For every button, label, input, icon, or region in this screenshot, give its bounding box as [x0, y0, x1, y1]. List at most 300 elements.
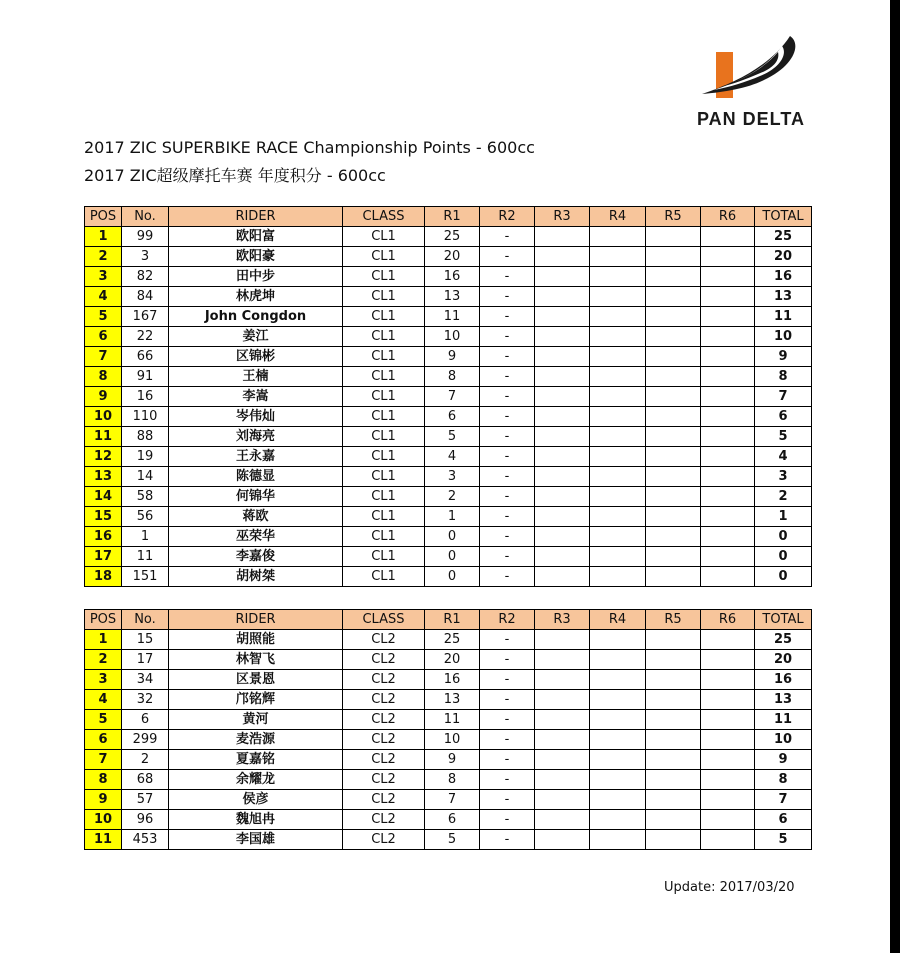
cell-total: 0: [755, 527, 812, 547]
cell-r4: [590, 770, 646, 790]
cell-r4: [590, 710, 646, 730]
cell-r1: 25: [425, 227, 480, 247]
column-header-pos: POS: [85, 610, 122, 630]
cell-pos: 5: [85, 710, 122, 730]
cell-rider: 陈德显: [169, 467, 343, 487]
cell-class: CL2: [343, 710, 425, 730]
page-subtitle: 2017 ZIC超级摩托车赛 年度积分 - 600cc: [84, 166, 386, 185]
cell-r3: [535, 347, 590, 367]
cell-r3: [535, 630, 590, 650]
cell-total: 0: [755, 547, 812, 567]
cell-pos: 4: [85, 287, 122, 307]
cell-class: CL1: [343, 427, 425, 447]
cell-number: 2: [122, 750, 169, 770]
column-header-total: TOTAL: [755, 207, 812, 227]
cell-r4: [590, 287, 646, 307]
cell-pos: 4: [85, 690, 122, 710]
cell-r6: [701, 227, 755, 247]
cell-pos: 3: [85, 670, 122, 690]
cell-r1: 16: [425, 670, 480, 690]
cell-total: 13: [755, 287, 812, 307]
cell-r5: [646, 790, 701, 810]
table-row: [85, 770, 812, 790]
cell-class: CL1: [343, 447, 425, 467]
cell-total: 1: [755, 507, 812, 527]
cell-r6: [701, 547, 755, 567]
table-row: [85, 227, 812, 247]
table-row: [85, 630, 812, 650]
cell-r5: [646, 267, 701, 287]
cell-r5: [646, 247, 701, 267]
cell-r6: [701, 287, 755, 307]
cell-number: 91: [122, 367, 169, 387]
cell-r5: [646, 407, 701, 427]
cell-r2: -: [480, 547, 535, 567]
column-header-number: No.: [122, 207, 169, 227]
cell-r6: [701, 487, 755, 507]
cell-rider: 侯彦: [169, 790, 343, 810]
cell-r3: [535, 327, 590, 347]
cell-class: CL1: [343, 527, 425, 547]
column-header-r4: R4: [590, 207, 646, 227]
cell-number: 1: [122, 527, 169, 547]
cell-r4: [590, 247, 646, 267]
cell-r5: [646, 650, 701, 670]
cell-r6: [701, 247, 755, 267]
cell-r4: [590, 630, 646, 650]
table-row: [85, 267, 812, 287]
cell-r5: [646, 327, 701, 347]
table-row: [85, 467, 812, 487]
cell-r2: -: [480, 810, 535, 830]
column-header-r5: R5: [646, 207, 701, 227]
cell-class: CL2: [343, 770, 425, 790]
cell-rider: 李嘉俊: [169, 547, 343, 567]
cell-r4: [590, 487, 646, 507]
cell-rider: 余耀龙: [169, 770, 343, 790]
cell-r2: -: [480, 267, 535, 287]
cell-r1: 10: [425, 730, 480, 750]
table-row: [85, 527, 812, 547]
cell-r2: -: [480, 307, 535, 327]
cell-r4: [590, 447, 646, 467]
cell-r2: -: [480, 567, 535, 587]
cell-total: 5: [755, 427, 812, 447]
column-header-pos: POS: [85, 207, 122, 227]
cell-r4: [590, 367, 646, 387]
page-title: 2017 ZIC SUPERBIKE RACE Championship Points - 600cc: [84, 138, 535, 157]
cell-pos: 12: [85, 447, 122, 467]
cell-rider: 蒋欧: [169, 507, 343, 527]
cell-pos: 10: [85, 407, 122, 427]
cell-r3: [535, 307, 590, 327]
cell-number: 96: [122, 810, 169, 830]
cell-r2: -: [480, 650, 535, 670]
cell-r3: [535, 790, 590, 810]
cell-r6: [701, 387, 755, 407]
cell-class: CL2: [343, 670, 425, 690]
cell-r4: [590, 567, 646, 587]
cell-r4: [590, 790, 646, 810]
cell-r6: [701, 750, 755, 770]
update-date: Update: 2017/03/20: [664, 880, 795, 895]
cell-number: 167: [122, 307, 169, 327]
cell-pos: 18: [85, 567, 122, 587]
table-row: [85, 710, 812, 730]
standings-table-cl1: [84, 206, 812, 587]
cell-class: CL1: [343, 467, 425, 487]
cell-r1: 7: [425, 387, 480, 407]
cell-total: 16: [755, 670, 812, 690]
table-row: [85, 447, 812, 467]
cell-total: 20: [755, 650, 812, 670]
cell-r1: 11: [425, 307, 480, 327]
cell-r6: [701, 307, 755, 327]
table-row: [85, 327, 812, 347]
cell-r1: 3: [425, 467, 480, 487]
cell-rider: 岑伟灿: [169, 407, 343, 427]
cell-r6: [701, 467, 755, 487]
cell-total: 8: [755, 770, 812, 790]
cell-r3: [535, 287, 590, 307]
cell-rider: 夏嘉铭: [169, 750, 343, 770]
cell-r4: [590, 750, 646, 770]
cell-r4: [590, 650, 646, 670]
logo-text: PAN DELTA: [697, 109, 805, 129]
table-row: [85, 790, 812, 810]
cell-r1: 5: [425, 830, 480, 850]
cell-r5: [646, 527, 701, 547]
cell-r3: [535, 467, 590, 487]
cell-total: 25: [755, 227, 812, 247]
cell-pos: 2: [85, 650, 122, 670]
cell-r6: [701, 730, 755, 750]
cell-pos: 10: [85, 810, 122, 830]
cell-r3: [535, 447, 590, 467]
cell-pos: 13: [85, 467, 122, 487]
cell-r1: 2: [425, 487, 480, 507]
cell-r1: 13: [425, 690, 480, 710]
table-row: [85, 830, 812, 850]
cell-r5: [646, 507, 701, 527]
cell-total: 3: [755, 467, 812, 487]
table-row: [85, 650, 812, 670]
table-header-row: [85, 207, 812, 227]
cell-r2: -: [480, 527, 535, 547]
cell-r1: 8: [425, 770, 480, 790]
cell-r4: [590, 467, 646, 487]
cell-class: CL1: [343, 487, 425, 507]
cell-r3: [535, 527, 590, 547]
cell-r5: [646, 670, 701, 690]
cell-r2: -: [480, 327, 535, 347]
cell-r1: 1: [425, 507, 480, 527]
cell-r2: -: [480, 690, 535, 710]
cell-r6: [701, 407, 755, 427]
column-header-r2: R2: [480, 207, 535, 227]
cell-r6: [701, 367, 755, 387]
cell-r2: -: [480, 427, 535, 447]
cell-number: 57: [122, 790, 169, 810]
cell-r6: [701, 690, 755, 710]
logo-mark-icon: [686, 30, 816, 110]
cell-r5: [646, 750, 701, 770]
cell-r2: -: [480, 447, 535, 467]
cell-r3: [535, 830, 590, 850]
cell-r1: 7: [425, 790, 480, 810]
cell-class: CL2: [343, 630, 425, 650]
cell-r2: -: [480, 367, 535, 387]
cell-pos: 8: [85, 367, 122, 387]
cell-rider: John Congdon: [169, 307, 343, 327]
cell-r5: [646, 630, 701, 650]
cell-r2: -: [480, 487, 535, 507]
cell-r6: [701, 630, 755, 650]
column-header-r6: R6: [701, 610, 755, 630]
cell-r1: 8: [425, 367, 480, 387]
cell-total: 20: [755, 247, 812, 267]
cell-number: 15: [122, 630, 169, 650]
cell-class: CL1: [343, 387, 425, 407]
cell-pos: 14: [85, 487, 122, 507]
cell-r2: -: [480, 770, 535, 790]
cell-rider: 欧阳富: [169, 227, 343, 247]
cell-rider: 区锦彬: [169, 347, 343, 367]
table-row: [85, 287, 812, 307]
cell-r3: [535, 710, 590, 730]
column-header-class: CLASS: [343, 207, 425, 227]
cell-r3: [535, 387, 590, 407]
cell-r2: -: [480, 467, 535, 487]
pan-delta-logo: [686, 30, 816, 130]
cell-r2: -: [480, 750, 535, 770]
cell-r4: [590, 347, 646, 367]
cell-r4: [590, 307, 646, 327]
cell-r4: [590, 527, 646, 547]
cell-r4: [590, 267, 646, 287]
cell-pos: 11: [85, 427, 122, 447]
cell-r5: [646, 547, 701, 567]
column-header-number: No.: [122, 610, 169, 630]
cell-r5: [646, 387, 701, 407]
cell-number: 68: [122, 770, 169, 790]
table-row: [85, 407, 812, 427]
cell-r1: 13: [425, 287, 480, 307]
column-header-r6: R6: [701, 207, 755, 227]
cell-number: 19: [122, 447, 169, 467]
cell-r5: [646, 367, 701, 387]
table-row: [85, 690, 812, 710]
cell-r6: [701, 327, 755, 347]
cell-total: 0: [755, 567, 812, 587]
cell-r1: 25: [425, 630, 480, 650]
cell-r6: [701, 670, 755, 690]
cell-r6: [701, 770, 755, 790]
cell-pos: 6: [85, 327, 122, 347]
cell-r3: [535, 650, 590, 670]
cell-rider: 邝铭辉: [169, 690, 343, 710]
cell-r5: [646, 467, 701, 487]
cell-r6: [701, 527, 755, 547]
cell-number: 84: [122, 287, 169, 307]
cell-rider: 田中步: [169, 267, 343, 287]
cell-number: 151: [122, 567, 169, 587]
cell-r1: 20: [425, 650, 480, 670]
cell-total: 25: [755, 630, 812, 650]
cell-pos: 8: [85, 770, 122, 790]
cell-r4: [590, 427, 646, 447]
cell-r1: 16: [425, 267, 480, 287]
table-row: [85, 567, 812, 587]
cell-number: 453: [122, 830, 169, 850]
cell-r4: [590, 830, 646, 850]
cell-r5: [646, 567, 701, 587]
cell-rider: 王楠: [169, 367, 343, 387]
cell-total: 11: [755, 710, 812, 730]
cell-pos: 1: [85, 630, 122, 650]
column-header-r1: R1: [425, 207, 480, 227]
cell-r6: [701, 567, 755, 587]
cell-r3: [535, 810, 590, 830]
cell-pos: 11: [85, 830, 122, 850]
page-edge-bar: [890, 0, 900, 953]
table-row: [85, 750, 812, 770]
cell-r4: [590, 810, 646, 830]
cell-total: 2: [755, 487, 812, 507]
cell-r5: [646, 730, 701, 750]
cell-r3: [535, 507, 590, 527]
cell-r6: [701, 347, 755, 367]
cell-r2: -: [480, 347, 535, 367]
table-row: [85, 670, 812, 690]
cell-r1: 0: [425, 527, 480, 547]
cell-rider: 李国雄: [169, 830, 343, 850]
cell-r4: [590, 227, 646, 247]
cell-r6: [701, 790, 755, 810]
cell-r6: [701, 447, 755, 467]
cell-r3: [535, 367, 590, 387]
cell-r2: -: [480, 287, 535, 307]
column-header-r3: R3: [535, 610, 590, 630]
cell-r3: [535, 750, 590, 770]
cell-r2: -: [480, 670, 535, 690]
cell-r2: -: [480, 830, 535, 850]
cell-r4: [590, 507, 646, 527]
cell-total: 10: [755, 327, 812, 347]
cell-pos: 6: [85, 730, 122, 750]
cell-class: CL2: [343, 690, 425, 710]
cell-r2: -: [480, 387, 535, 407]
cell-number: 3: [122, 247, 169, 267]
cell-r1: 5: [425, 427, 480, 447]
table-row: [85, 247, 812, 267]
cell-pos: 5: [85, 307, 122, 327]
cell-pos: 16: [85, 527, 122, 547]
cell-r5: [646, 690, 701, 710]
column-header-total: TOTAL: [755, 610, 812, 630]
cell-r3: [535, 427, 590, 447]
cell-r3: [535, 407, 590, 427]
cell-r4: [590, 730, 646, 750]
cell-total: 5: [755, 830, 812, 850]
cell-rider: 李嵩: [169, 387, 343, 407]
cell-class: CL1: [343, 407, 425, 427]
cell-r2: -: [480, 507, 535, 527]
cell-r1: 6: [425, 407, 480, 427]
cell-number: 99: [122, 227, 169, 247]
cell-number: 16: [122, 387, 169, 407]
cell-r5: [646, 287, 701, 307]
cell-rider: 黄河: [169, 710, 343, 730]
cell-r2: -: [480, 227, 535, 247]
cell-r4: [590, 327, 646, 347]
cell-r2: -: [480, 630, 535, 650]
cell-r6: [701, 507, 755, 527]
cell-r1: 10: [425, 327, 480, 347]
table-row: [85, 307, 812, 327]
column-header-r3: R3: [535, 207, 590, 227]
cell-r6: [701, 810, 755, 830]
cell-rider: 林虎坤: [169, 287, 343, 307]
cell-rider: 区景恩: [169, 670, 343, 690]
cell-total: 6: [755, 810, 812, 830]
cell-r3: [535, 247, 590, 267]
cell-pos: 7: [85, 347, 122, 367]
cell-total: 11: [755, 307, 812, 327]
table-row: [85, 810, 812, 830]
cell-r1: 9: [425, 347, 480, 367]
column-header-r1: R1: [425, 610, 480, 630]
cell-r3: [535, 730, 590, 750]
cell-r5: [646, 770, 701, 790]
table-row: [85, 507, 812, 527]
cell-number: 22: [122, 327, 169, 347]
cell-r6: [701, 427, 755, 447]
standings-table-cl2: [84, 609, 812, 850]
cell-number: 110: [122, 407, 169, 427]
cell-number: 66: [122, 347, 169, 367]
cell-rider: 何锦华: [169, 487, 343, 507]
cell-r2: -: [480, 730, 535, 750]
column-header-class: CLASS: [343, 610, 425, 630]
cell-r4: [590, 407, 646, 427]
cell-class: CL1: [343, 247, 425, 267]
column-header-r5: R5: [646, 610, 701, 630]
cell-r6: [701, 830, 755, 850]
cell-r4: [590, 670, 646, 690]
cell-r4: [590, 387, 646, 407]
cell-class: CL1: [343, 227, 425, 247]
cell-r6: [701, 267, 755, 287]
cell-number: 56: [122, 507, 169, 527]
column-header-r4: R4: [590, 610, 646, 630]
cell-class: CL2: [343, 810, 425, 830]
cell-r6: [701, 710, 755, 730]
cell-r4: [590, 547, 646, 567]
column-header-rider: RIDER: [169, 207, 343, 227]
cell-rider: 姜江: [169, 327, 343, 347]
cell-class: CL2: [343, 750, 425, 770]
cell-r3: [535, 267, 590, 287]
cell-number: 34: [122, 670, 169, 690]
cell-number: 82: [122, 267, 169, 287]
cell-r1: 0: [425, 547, 480, 567]
cell-total: 10: [755, 730, 812, 750]
cell-r1: 11: [425, 710, 480, 730]
cell-number: 58: [122, 487, 169, 507]
cell-r3: [535, 770, 590, 790]
cell-r2: -: [480, 407, 535, 427]
